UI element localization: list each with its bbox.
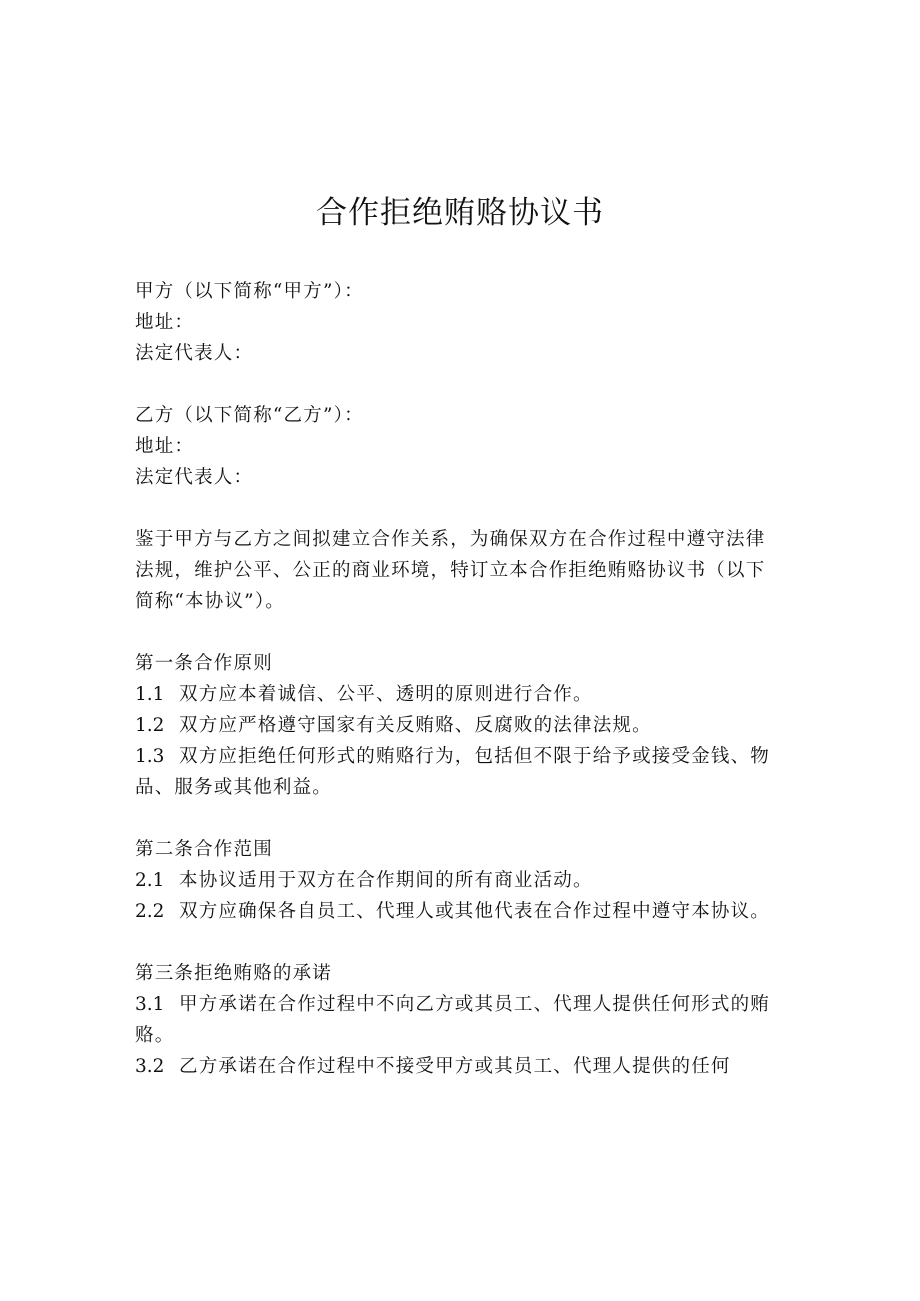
article-3-heading: 第三条拒绝贿赂的承诺 — [135, 963, 333, 984]
article-2-heading: 第二条合作范围 — [135, 839, 273, 860]
preamble-line: 鉴于甲方与乙方之间拟建立合作关系，为确保双方在合作过程中遵守法律 — [135, 529, 766, 550]
clause-3-2 — [135, 1051, 785, 1082]
clause-3-1 — [135, 989, 785, 1020]
clause-number: 2.1 — [135, 870, 165, 891]
clause-text: 双方应拒绝任何形式的贿赂行为，包括但不限于给予或接受金钱、物 — [179, 746, 771, 767]
clause-number: 1.1 — [135, 684, 165, 705]
party-a-name-line: 甲方（以下简称“甲方”）： — [135, 281, 364, 302]
preamble-line: 简称“本协议”）。 — [135, 591, 285, 612]
clause-1-2 — [135, 710, 785, 741]
clause-number: 3.2 — [135, 1056, 165, 1077]
spacer — [135, 803, 785, 834]
party-b-name-line: 乙方（以下简称“乙方”）： — [135, 405, 364, 426]
clause-1-3 — [135, 741, 785, 772]
clause-2-2 — [135, 896, 785, 927]
preamble-line: 法规，维护公平、公正的商业环境，特订立本合作拒绝贿赂协议书（以下 — [135, 560, 766, 581]
spacer — [135, 493, 785, 524]
spacer — [135, 617, 785, 648]
article-1-heading: 第一条合作原则 — [135, 653, 273, 674]
clause-text: 双方应严格遵守国家有关反贿赂、反腐败的法律法规。 — [179, 715, 652, 736]
spacer — [135, 369, 785, 400]
clause-text: 本协议适用于双方在合作期间的所有商业活动。 — [179, 870, 593, 891]
party-b-representative-line: 法定代表人： — [135, 467, 254, 488]
clause-text: 双方应确保各自员工、代理人或其他代表在合作过程中遵守本协议。 — [179, 901, 771, 922]
clause-text: 乙方承诺在合作过程中不接受甲方或其员工、代理人提供的任何 — [179, 1056, 731, 1077]
clause-2-1 — [135, 865, 785, 896]
clause-number: 1.2 — [135, 715, 165, 736]
clause-text: 双方应本着诚信、公平、透明的原则进行合作。 — [179, 684, 593, 705]
clause-3-1-continued: 赂。 — [135, 1025, 175, 1046]
party-a-representative-line: 法定代表人： — [135, 343, 254, 364]
document-title: 合作拒绝贿赂协议书 — [316, 195, 604, 231]
spacer — [135, 927, 785, 958]
clause-1-1 — [135, 679, 785, 710]
party-a-address-line: 地址： — [135, 312, 195, 333]
clause-1-3-continued: 品、服务或其他利益。 — [135, 777, 333, 798]
clause-text: 甲方承诺在合作过程中不向乙方或其员工、代理人提供任何形式的贿 — [179, 994, 771, 1015]
clause-number: 1.3 — [135, 746, 165, 767]
clause-number: 3.1 — [135, 994, 165, 1015]
clause-number: 2.2 — [135, 901, 165, 922]
document-body — [135, 276, 785, 1082]
party-b-address-line: 地址： — [135, 436, 195, 457]
